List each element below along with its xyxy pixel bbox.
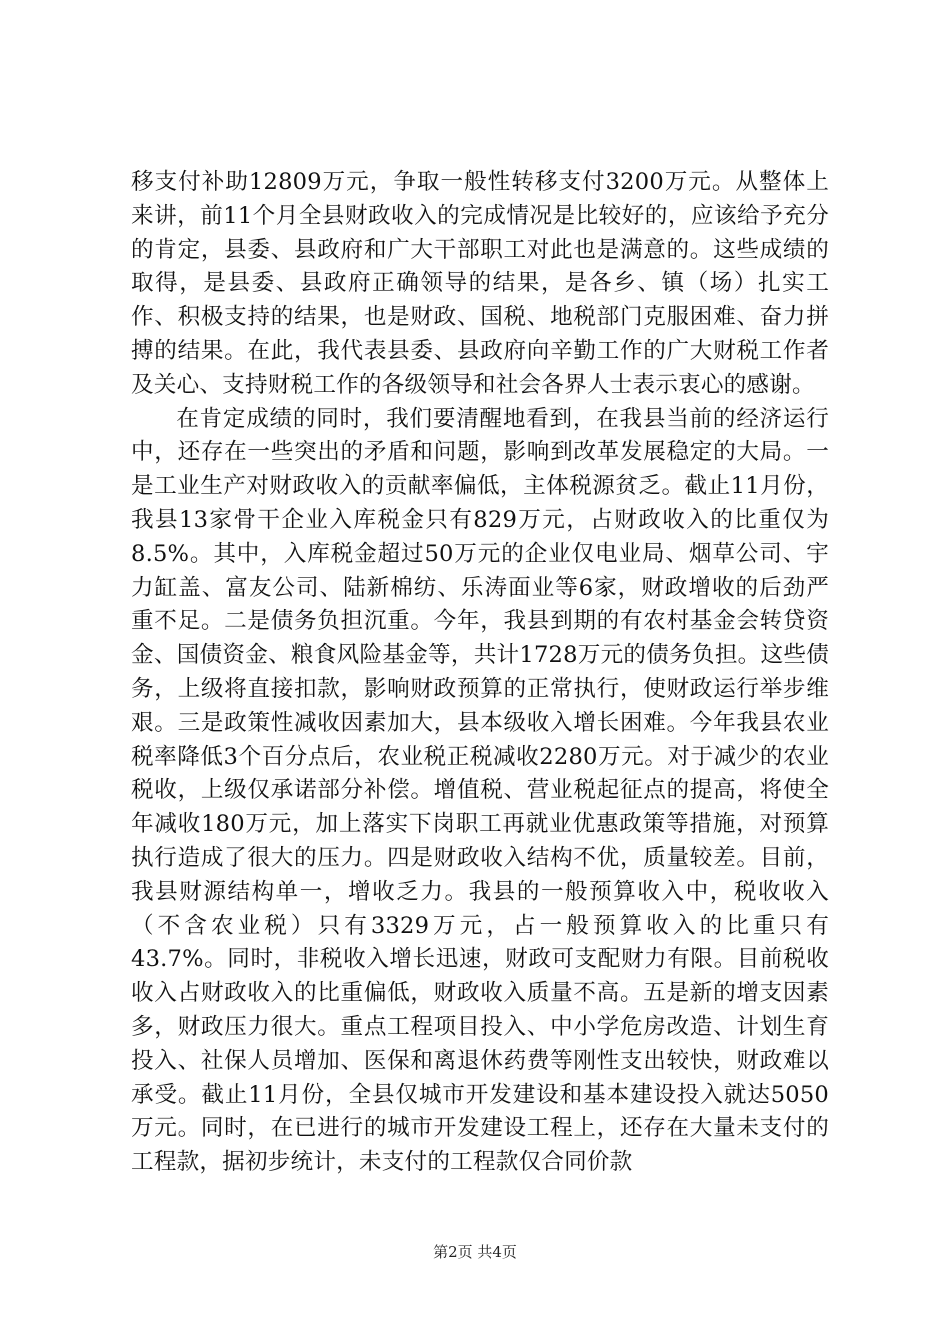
- document-body: [131, 166, 829, 1180]
- paragraph-1: 移支付补助12809万元，争取一般性转移支付3200万元。从整体上来讲，前11个月全县财政收入的完成情况是比较好的，应该给予充分的肯定，县委、县政府和广大干部职工对此也是满意的。这些成绩的取得，是县委、县政府正确领导的结果，是各乡、镇（场）扎实工作、积极支持的结果，也是财政、国税、地税部门克服困难、奋力拼搏的结果。在此，我代表县委、县政府向辛勤工作的广大财税工作者及关心、支持财税工作的各级领导和社会各界人士表示衷心的感谢。: [131, 169, 829, 398]
- page-footer: 第2页 共4页: [433, 1243, 517, 1261]
- paragraph-2: 在肯定成绩的同时，我们要清醒地看到，在我县当前的经济运行中，还存在一些突出的矛盾和问题，影响到改革发展稳定的大局。一是工业生产对财政收入的贡献率偏低，主体税源贫乏。截止11月份，我县13家骨干企业入库税金只有829万元，占财政收入的比重仅为8.5%。其中，入库税金超过50万元的企业仅电业局、烟草公司、宇力缸盖、富友公司、陆新棉纺、乐涛面业等6家，财政增收的后劲严重不足。二是债务负担沉重。今年，我县到期的有农村基金会转贷资金、国债资金、粮食风险基金等，共计1728万元的债务负担。这些债务，上级将直接扣款，影响财政预算的正常执行，使财政运行举步维艰。三是政策性减收因素加大，县本级收入增长困难。今年我县农业税率降低3个百分点后，农业税正税减收2280万元。对于减少的农业税收，上级仅承诺部分补偿。增值税、营业税起征点的提高，将使全年减收180万元，加上落实下岗职工再就业优惠政策等措施，对预算执行造成了很大的压力。四是财政收入结构不优，质量较差。目前，我县财源结构单一，增收乏力。我县的一般预算收入中，税收收入（不含农业税）只有3329万元，占一般预算收入的比重只有43.7%。同时，非税收入增长迅速，财政可支配财力有限。目前税收收入占财政收入的比重偏低，财政收入质量不高。五是新的增支因素多，财政压力很大。重点工程项目投入、中小学危房改造、计划生育投入、社保人员增加、医保和离退休药费等刚性支出较快，财政难以承受。截止11月份，全县仅城市开发建设和基本建设投入就达5050万元。同时，在已进行的城市开发建设工程上，还存在大量未支付的工程款，据初步统计，未支付的工程款仅合同价款: [131, 405, 829, 1176]
